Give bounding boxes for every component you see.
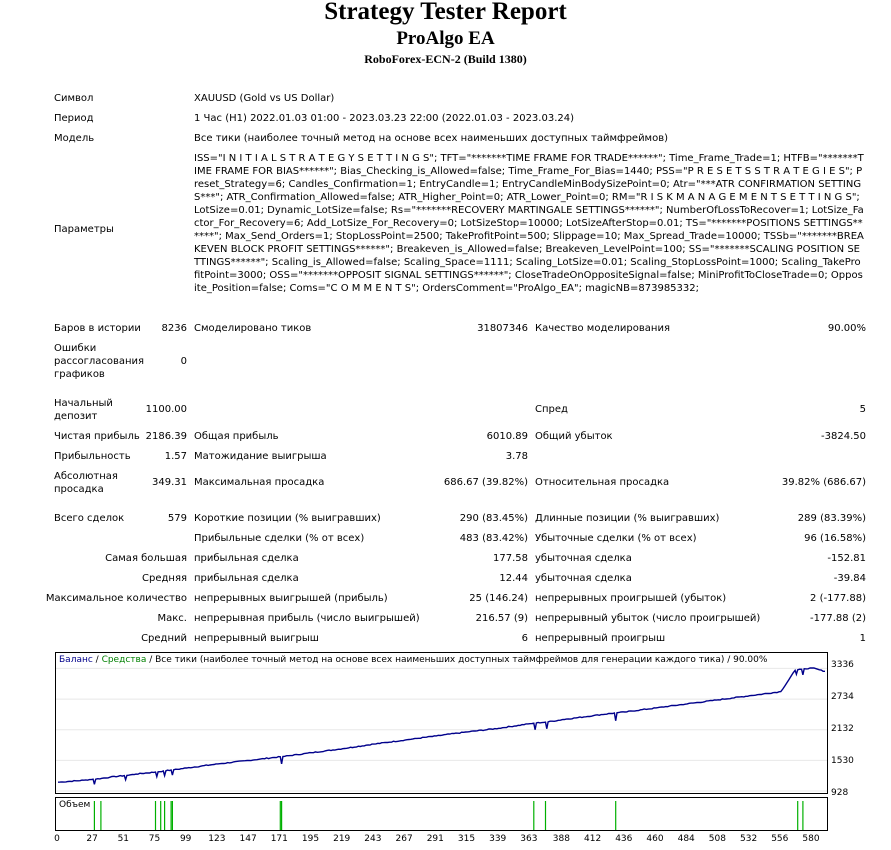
server-name: RoboForex-ECN-2 (Build 1380) (364, 52, 527, 66)
bars-label: Баров в истории (54, 323, 141, 334)
max-cons-losses-label: непрерывных проигрышей (убыток) (535, 593, 727, 604)
mismatch-value: 0 (180, 356, 187, 367)
x-tick-label: 0 (54, 834, 60, 844)
x-tick-label: 388 (552, 834, 570, 844)
profit-factor-label: Прибыльность (54, 451, 131, 462)
x-tick-label: 99 (179, 834, 192, 844)
max-cons-profit-value: 216.57 (9) (475, 613, 528, 624)
quality-value: 90.00% (827, 323, 866, 334)
period-value: 1 Час (H1) 2022.01.03 01:00 - 2023.03.23 22:00 (2022.01.03 - 2023.03.24) (194, 113, 574, 124)
long-positions-value: 289 (83.39%) (797, 513, 866, 524)
max-cons-wins-value: 25 (146.24) (469, 593, 528, 604)
expected-payoff-label: Матожидание выигрыша (194, 451, 327, 462)
max-cons-loss-value: -177.88 (2) (810, 613, 866, 624)
abs-drawdown-label-1: Абсолютная (54, 471, 118, 482)
spread-value: 5 (859, 404, 866, 415)
average-loss-value: -39.84 (833, 573, 866, 584)
x-tick-label: 580 (802, 834, 820, 844)
largest-loss-label: убыточная сделка (535, 553, 632, 564)
profit-factor-value: 1.57 (164, 451, 187, 462)
average-label: Средняя (142, 573, 187, 584)
x-tick-label: 123 (208, 834, 226, 844)
loss-trades-label: Убыточные сделки (% от всех) (535, 533, 697, 544)
deposit-value: 1100.00 (145, 404, 187, 415)
balance-chart-plot (56, 653, 827, 793)
abs-drawdown-value: 349.31 (152, 477, 187, 488)
volume-label: Объем (59, 800, 91, 810)
deposit-label-2: депозит (54, 411, 98, 422)
rel-drawdown-value: 39.82% (686.67) (781, 477, 866, 488)
legend-separator: / (92, 655, 102, 665)
x-tick-label: 436 (615, 834, 633, 844)
x-tick-label: 171 (270, 834, 288, 844)
gross-loss-value: -3824.50 (821, 431, 866, 442)
x-tick-label: 75 (148, 834, 161, 844)
x-tick-label: 556 (771, 834, 789, 844)
max-cons-loss-label: непрерывный убыток (число проигрышей) (535, 613, 761, 624)
x-tick-label: 51 (117, 834, 130, 844)
spread-label: Спред (535, 404, 568, 415)
short-positions-label: Короткие позиции (% выигравших) (194, 513, 381, 524)
largest-loss-value: -152.81 (827, 553, 866, 564)
period-label: Период (54, 113, 94, 124)
avg-cons-losses-value: 1 (859, 633, 866, 644)
balance-chart (55, 652, 828, 794)
max-label: Макс. (157, 613, 187, 624)
max-count-label: Максимальное количество (45, 593, 187, 604)
average-loss-label: убыточная сделка (535, 573, 632, 584)
short-positions-value: 290 (83.45%) (459, 513, 528, 524)
params-value: ISS="I N I T I A L S T R A T E G Y S E T T I N G S"; TFT="*******TIME FRAME FOR TRADE******"; Time_Frame_Trade=1; HTFB="*******TIME FRAME FOR BIAS******"; Bias_Checking_is_Allowed=false; Time_Frame_For_Bias=1440; PSS="P R E S E T S S T R A T E G I E S"; Preset_Strategy=6; Candles_Confirmation=1; EntryCandle=1; EntryCandleMinBodySizePoint=0; Atr="***ATR CONFIRMATION SETTINGS***"; ATR_Confirmation_Allowed=false; ATR_Higher_Point=0; ATR_Lower_Point=0; RM="R I S K M A N A G E M E N T S E T T I N G S"; LotSize=0.01; Dynamic_LotSize=false; Rs="*******RECOVERY MARTINGALE SETTINGS******"; NumberOfLossToRecover=1; LotSize_Factor_For_Recovery=6; Add_LotSize_For_Recovery=0; LotSizeStop=10000; LotSizeAfterStop=0.01; TS="*******POSITIONS SETTINGS******"; Max_Send_Orders=1; StopLossPoint=2500; TakeProfitPoint=500; Slippage=10; Max_Spread_Trade=10000; TSSb="*******BREAKEVEN BLOCK PROFIT SETTINGS******"; Breakeven_is_Allowed=false; Breakeven_LevelPoint=100; SS="*******SCALING POSITION SETTINGS******"; Scaling_is_Allowed=false; Scaling_Space=1111; Scaling_LotSize=0.01; Scaling_StopLossPoint=1000; Scaling_TakeProfitPoint=3000; OSS="*******OPPOSIT SIGNAL SETTINGS******"; CloseTradeOnOppositeSignal=false; MiniProfitToCloseTrade=0; Opposite_Position=false; Coms="C O M M E N T S"; OrdersComment="ProAlgo_EA"; magicNB=873985332; (194, 153, 864, 294)
legend-equity: Средства (101, 655, 147, 665)
x-tick-label: 412 (584, 834, 602, 844)
symbol-value: XAUUSD (Gold vs US Dollar) (194, 93, 335, 104)
abs-drawdown-label-2: просадка (54, 484, 104, 495)
x-tick-label: 532 (740, 834, 758, 844)
largest-profit-label: прибыльная сделка (194, 553, 299, 564)
x-tick-label: 147 (239, 834, 257, 844)
expected-payoff-value: 3.78 (505, 451, 528, 462)
max-cons-losses-value: 2 (-177.88) (810, 593, 866, 604)
model-label: Модель (54, 133, 95, 144)
x-tick-label: 460 (646, 834, 664, 844)
deposit-label-1: Начальный (54, 398, 113, 409)
max-drawdown-value: 686.67 (39.82%) (443, 477, 528, 488)
x-tick-label: 291 (426, 834, 444, 844)
total-trades-value: 579 (167, 513, 187, 524)
avg-cons-wins-value: 6 (521, 633, 528, 644)
max-cons-wins-label: непрерывных выигрышей (прибыль) (194, 593, 388, 604)
x-tick-label: 363 (520, 834, 538, 844)
y-tick-label: 928 (831, 788, 849, 798)
x-tick-label: 267 (395, 834, 413, 844)
max-cons-profit-label: непрерывная прибыль (число выигрышей) (194, 613, 420, 624)
gross-loss-label: Общий убыток (535, 431, 613, 442)
long-positions-label: Длинные позиции (% выигравших) (535, 513, 720, 524)
params-label: Параметры (54, 224, 114, 235)
x-tick-label: 315 (457, 834, 476, 844)
x-tick-label: 219 (333, 834, 351, 844)
x-tick-label: 339 (489, 834, 507, 844)
largest-profit-value: 177.58 (493, 553, 528, 564)
y-tick-label: 3336 (831, 660, 854, 670)
bars-value: 8236 (161, 323, 187, 334)
volume-chart (55, 797, 828, 831)
x-tick-label: 243 (364, 834, 382, 844)
net-profit-label: Чистая прибыль (54, 431, 140, 442)
y-tick-label: 2734 (831, 692, 854, 702)
gross-profit-label: Общая прибыль (194, 431, 279, 442)
largest-label: Самая большая (105, 553, 187, 564)
x-tick-label: 27 (86, 834, 98, 844)
avg-cons-wins-label: непрерывный выигрыш (194, 633, 319, 644)
legend-description: / Все тики (наиболее точный метод на основе всех наименьших доступных таймфреймов для генерации каждого тика) / 90.00% (146, 655, 768, 665)
y-tick-label: 1530 (831, 756, 854, 766)
ea-name: ProAlgo EA (396, 28, 495, 49)
model-value: Все тики (наиболее точный метод на основе всех наименьших доступных таймфреймов) (194, 133, 669, 144)
x-tick-label: 195 (301, 834, 320, 844)
chart-legend (59, 655, 767, 665)
avg-cons-losses-label: непрерывный проигрыш (535, 633, 666, 644)
legend-balance: Баланс (59, 655, 93, 665)
y-tick-label: 2132 (831, 724, 854, 734)
x-tick-label: 508 (708, 834, 726, 844)
mismatch-label-1: Ошибки (54, 343, 97, 354)
volume-chart-plot (56, 798, 827, 830)
gross-profit-value: 6010.89 (486, 431, 528, 442)
rel-drawdown-label: Относительная просадка (535, 477, 670, 488)
quality-label: Качество моделирования (535, 323, 670, 334)
mismatch-label-2: рассогласования (54, 356, 145, 367)
profit-trades-value: 483 (83.42%) (459, 533, 528, 544)
total-trades-label: Всего сделок (54, 513, 125, 524)
ticks-label: Смоделировано тиков (194, 323, 312, 334)
max-drawdown-label: Максимальная просадка (194, 477, 325, 488)
balance-line (58, 668, 825, 784)
loss-trades-value: 96 (16.58%) (804, 533, 866, 544)
avg-cons-label: Средний (141, 633, 187, 644)
mismatch-label-3: графиков (54, 369, 105, 380)
net-profit-value: 2186.39 (145, 431, 187, 442)
x-tick-label: 484 (677, 834, 695, 844)
symbol-label: Символ (54, 93, 94, 104)
profit-trades-label: Прибыльные сделки (% от всех) (194, 533, 365, 544)
ticks-value: 31807346 (477, 323, 528, 334)
report-title: Strategy Tester Report (324, 0, 567, 25)
average-profit-value: 12.44 (499, 573, 528, 584)
average-profit-label: прибыльная сделка (194, 573, 299, 584)
